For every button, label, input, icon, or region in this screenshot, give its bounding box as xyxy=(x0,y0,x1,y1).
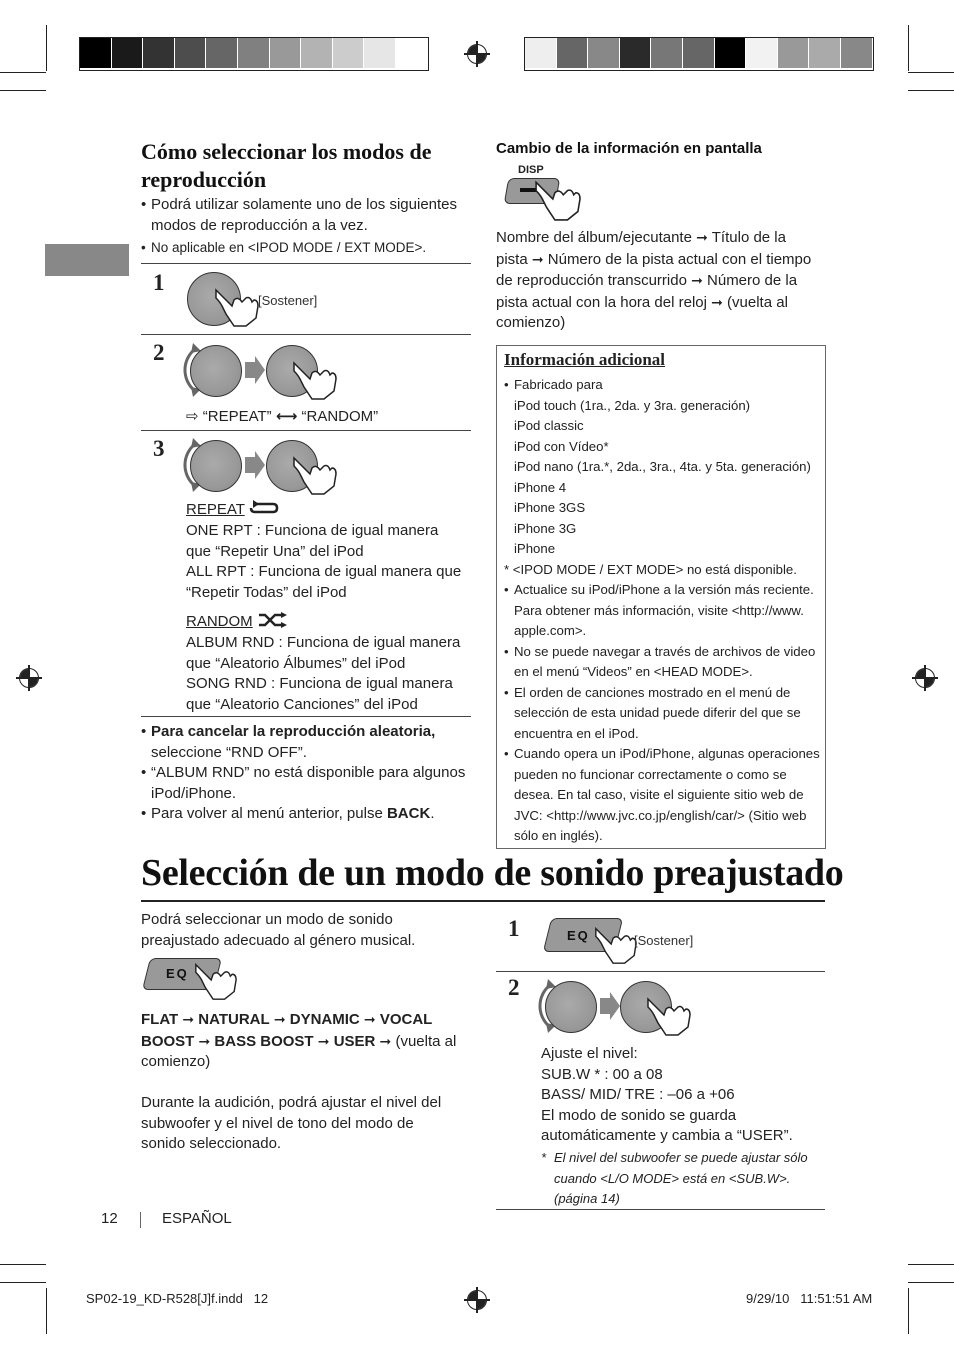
hold-label: [Sostener] xyxy=(634,933,694,948)
repeat-random-toggle: ⇨ “REPEAT” ⟷ “RANDOM” xyxy=(186,408,379,425)
color-swatch xyxy=(620,38,652,68)
one-rpt-text: ONE RPT : Funciona de igual manera que “Repetir Una” del iPod xyxy=(186,522,439,560)
color-swatch xyxy=(778,38,810,68)
arrow-icon: ➞ xyxy=(696,229,708,245)
divider xyxy=(141,716,471,717)
hold-label: [Sostener] xyxy=(258,293,318,308)
divider xyxy=(496,971,825,972)
divider xyxy=(141,334,471,335)
registration-mark-icon xyxy=(16,665,42,691)
footer-language: ESPAÑOL xyxy=(162,1210,232,1227)
info-box-content: • Fabricado para iPod touch (1ra., 2da. y 3ra. generación) iPod classic iPod con Vídeo* iPod nano (1ra.*, 2da., 3ra., 4ta. y 5ta. generación) iPhone 4 iPhone 3GS iPhone 3G iPhone * <IPOD MODE / EXT MODE> no está disponible. • Actualice su iPod/iPhone a la versión más reciente. Para obtener más información, visite <http://www. apple.com>. • No se puede navegar a través de archivos de video en el menú “Videos” en <HEAD MODE>. • El orden de canciones mostrado en el menú de selección de esta unidad puede diferir del que se encuentra en el iPod. • Cuando opera un iPod/iPhone, algunas operaciones pueden no funcionar correctamente o como se desea. En tal caso, visite el siguiente sitio web de JVC: <http://www.jvc.co.jp/english/car/> (Sitio web sólo en inglés). xyxy=(504,377,820,843)
pointing-hand-icon xyxy=(192,958,238,1002)
page-number: 12 xyxy=(101,1210,118,1227)
step-number: 3 xyxy=(153,436,165,461)
eq-label: EQ xyxy=(166,966,189,981)
album-rnd-text: ALBUM RND : Funciona de igual manera que “Aleatorio Álbumes” del iPod xyxy=(186,634,461,672)
bullet-text: • Podrá utilizar solamente uno de los siguientes modos de reproducción a la vez. xyxy=(151,195,473,236)
divider xyxy=(141,263,471,264)
sound-mode-sequence: FLAT ➞ NATURAL ➞ DYNAMIC ➞ VOCAL BOOST ➞ BASS BOOST ➞ USER ➞ (vuelta al comienzo) xyxy=(141,1011,457,1070)
disp-button: DISP xyxy=(506,164,558,204)
info-box-title: Información adicional xyxy=(504,350,666,369)
pointing-hand-icon xyxy=(644,993,692,1037)
registration-mark-icon xyxy=(464,1287,490,1313)
disp-section-title: Cambio de la información en pantalla xyxy=(496,140,762,157)
print-date: 9/29/10 11:51:51 AM xyxy=(746,1291,873,1306)
pointing-hand-icon xyxy=(290,357,338,401)
color-swatch xyxy=(841,38,873,68)
all-rpt-text: ALL RPT : Funciona de igual manera que “Repetir Todas” del iPod xyxy=(186,563,462,601)
color-swatch xyxy=(333,38,365,68)
arrow-icon: ➞ xyxy=(198,1032,211,1049)
repeat-heading: REPEAT xyxy=(186,500,279,521)
arrow-right-icon xyxy=(243,451,265,479)
section-title-playback-modes: Cómo seleccionar los modos de reproducción xyxy=(141,139,432,192)
arrow-icon: ➞ xyxy=(531,250,544,267)
subwoofer-footnote: * El nivel del subwoofer se puede ajustar sólo cuando <L/O MODE> está en <SUB.W>. (página 14) xyxy=(541,1150,808,1206)
color-swatch xyxy=(651,38,683,68)
main-title-sound-mode: Selección de un modo de sonido preajustado xyxy=(141,852,844,894)
color-swatch xyxy=(809,38,841,68)
outline-arrow-icon: ⇨ xyxy=(186,408,199,425)
color-swatch xyxy=(746,38,778,68)
footer-separator xyxy=(140,1212,141,1228)
sound-during-text: Durante la audición, podrá ajustar el nivel del subwoofer y el nivel de tono del modo de sonido seleccionado. xyxy=(141,1094,442,1152)
color-swatch xyxy=(238,38,270,68)
arrow-icon: ➞ xyxy=(691,272,703,288)
control-knob-icon xyxy=(190,440,242,492)
pointing-hand-icon xyxy=(290,452,338,496)
bullet-text: • No aplicable en <IPOD MODE / EXT MODE>. xyxy=(151,238,473,259)
song-rnd-text: SONG RND : Funciona de igual manera que “Aleatorio Canciones” del iPod xyxy=(186,675,453,713)
arrow-icon: ➞ xyxy=(379,1032,392,1049)
arrow-icon: ➞ xyxy=(363,1011,376,1027)
color-swatch xyxy=(364,38,396,68)
divider xyxy=(141,430,471,431)
file-info: SP02-19_KD-R528[J]f.indd 12 xyxy=(86,1291,269,1306)
color-swatch xyxy=(206,38,238,68)
double-arrow-icon: ⟷ xyxy=(275,408,298,425)
registration-mark-icon xyxy=(464,41,490,67)
pointing-hand-icon xyxy=(592,922,638,966)
color-swatch xyxy=(270,38,302,68)
control-knob-icon xyxy=(190,345,242,397)
step-number: 2 xyxy=(508,975,520,1000)
repeat-icon xyxy=(249,500,279,516)
color-swatch xyxy=(143,38,175,68)
adjust-level-text: Ajuste el nivel: SUB.W * : 00 a 08 BASS/ MID/ TRE : –06 a +06 El modo de sonido se guarda automáticamente y cambia a “USER”. xyxy=(541,1045,793,1144)
arrow-icon: ➞ xyxy=(182,1011,195,1027)
divider xyxy=(496,1209,825,1210)
note-album-rnd: • “ALBUM RND” no está disponible para algunos iPod/iPhone. xyxy=(151,763,473,804)
arrow-icon: ➞ xyxy=(317,1032,330,1049)
color-swatch xyxy=(112,38,144,68)
random-heading: RANDOM xyxy=(186,612,287,633)
section-tab xyxy=(45,244,129,276)
color-swatch xyxy=(396,38,428,68)
color-swatch xyxy=(525,38,557,68)
color-swatch xyxy=(715,38,747,68)
arrow-icon: ➞ xyxy=(711,293,723,310)
step-number: 1 xyxy=(508,916,520,941)
shuffle-icon xyxy=(257,612,287,628)
eq-label: EQ xyxy=(567,928,590,943)
step-number: 1 xyxy=(153,270,165,295)
color-swatch xyxy=(175,38,207,68)
color-swatch xyxy=(80,38,112,68)
display-sequence: Nombre del álbum/ejecutante ➞ Título de la pista ➞ Número de la pista actual con el tiempo de reproducción transcurrido ➞ Número de la pista actual con la hora del reloj ➞ (vuelta al comienzo) xyxy=(496,229,812,331)
color-swatch xyxy=(588,38,620,68)
registration-mark-icon xyxy=(912,665,938,691)
pointing-hand-icon xyxy=(530,176,584,222)
arrow-icon: ➞ xyxy=(273,1011,286,1027)
title-rule xyxy=(141,900,825,902)
control-knob-icon xyxy=(545,981,597,1033)
arrow-right-icon xyxy=(243,356,265,384)
note-back: • Para volver al menú anterior, pulse BACK. xyxy=(151,804,473,825)
color-swatch xyxy=(301,38,333,68)
sound-intro: Podrá seleccionar un modo de sonido preajustado adecuado al género musical. xyxy=(141,911,416,949)
arrow-right-icon xyxy=(598,992,620,1020)
step-number: 2 xyxy=(153,340,165,365)
color-swatch xyxy=(557,38,589,68)
color-swatch xyxy=(683,38,715,68)
note-cancel-random: • Para cancelar la reproducción aleatoria, seleccione “RND OFF”. xyxy=(151,722,473,763)
pointing-hand-icon xyxy=(212,284,260,328)
